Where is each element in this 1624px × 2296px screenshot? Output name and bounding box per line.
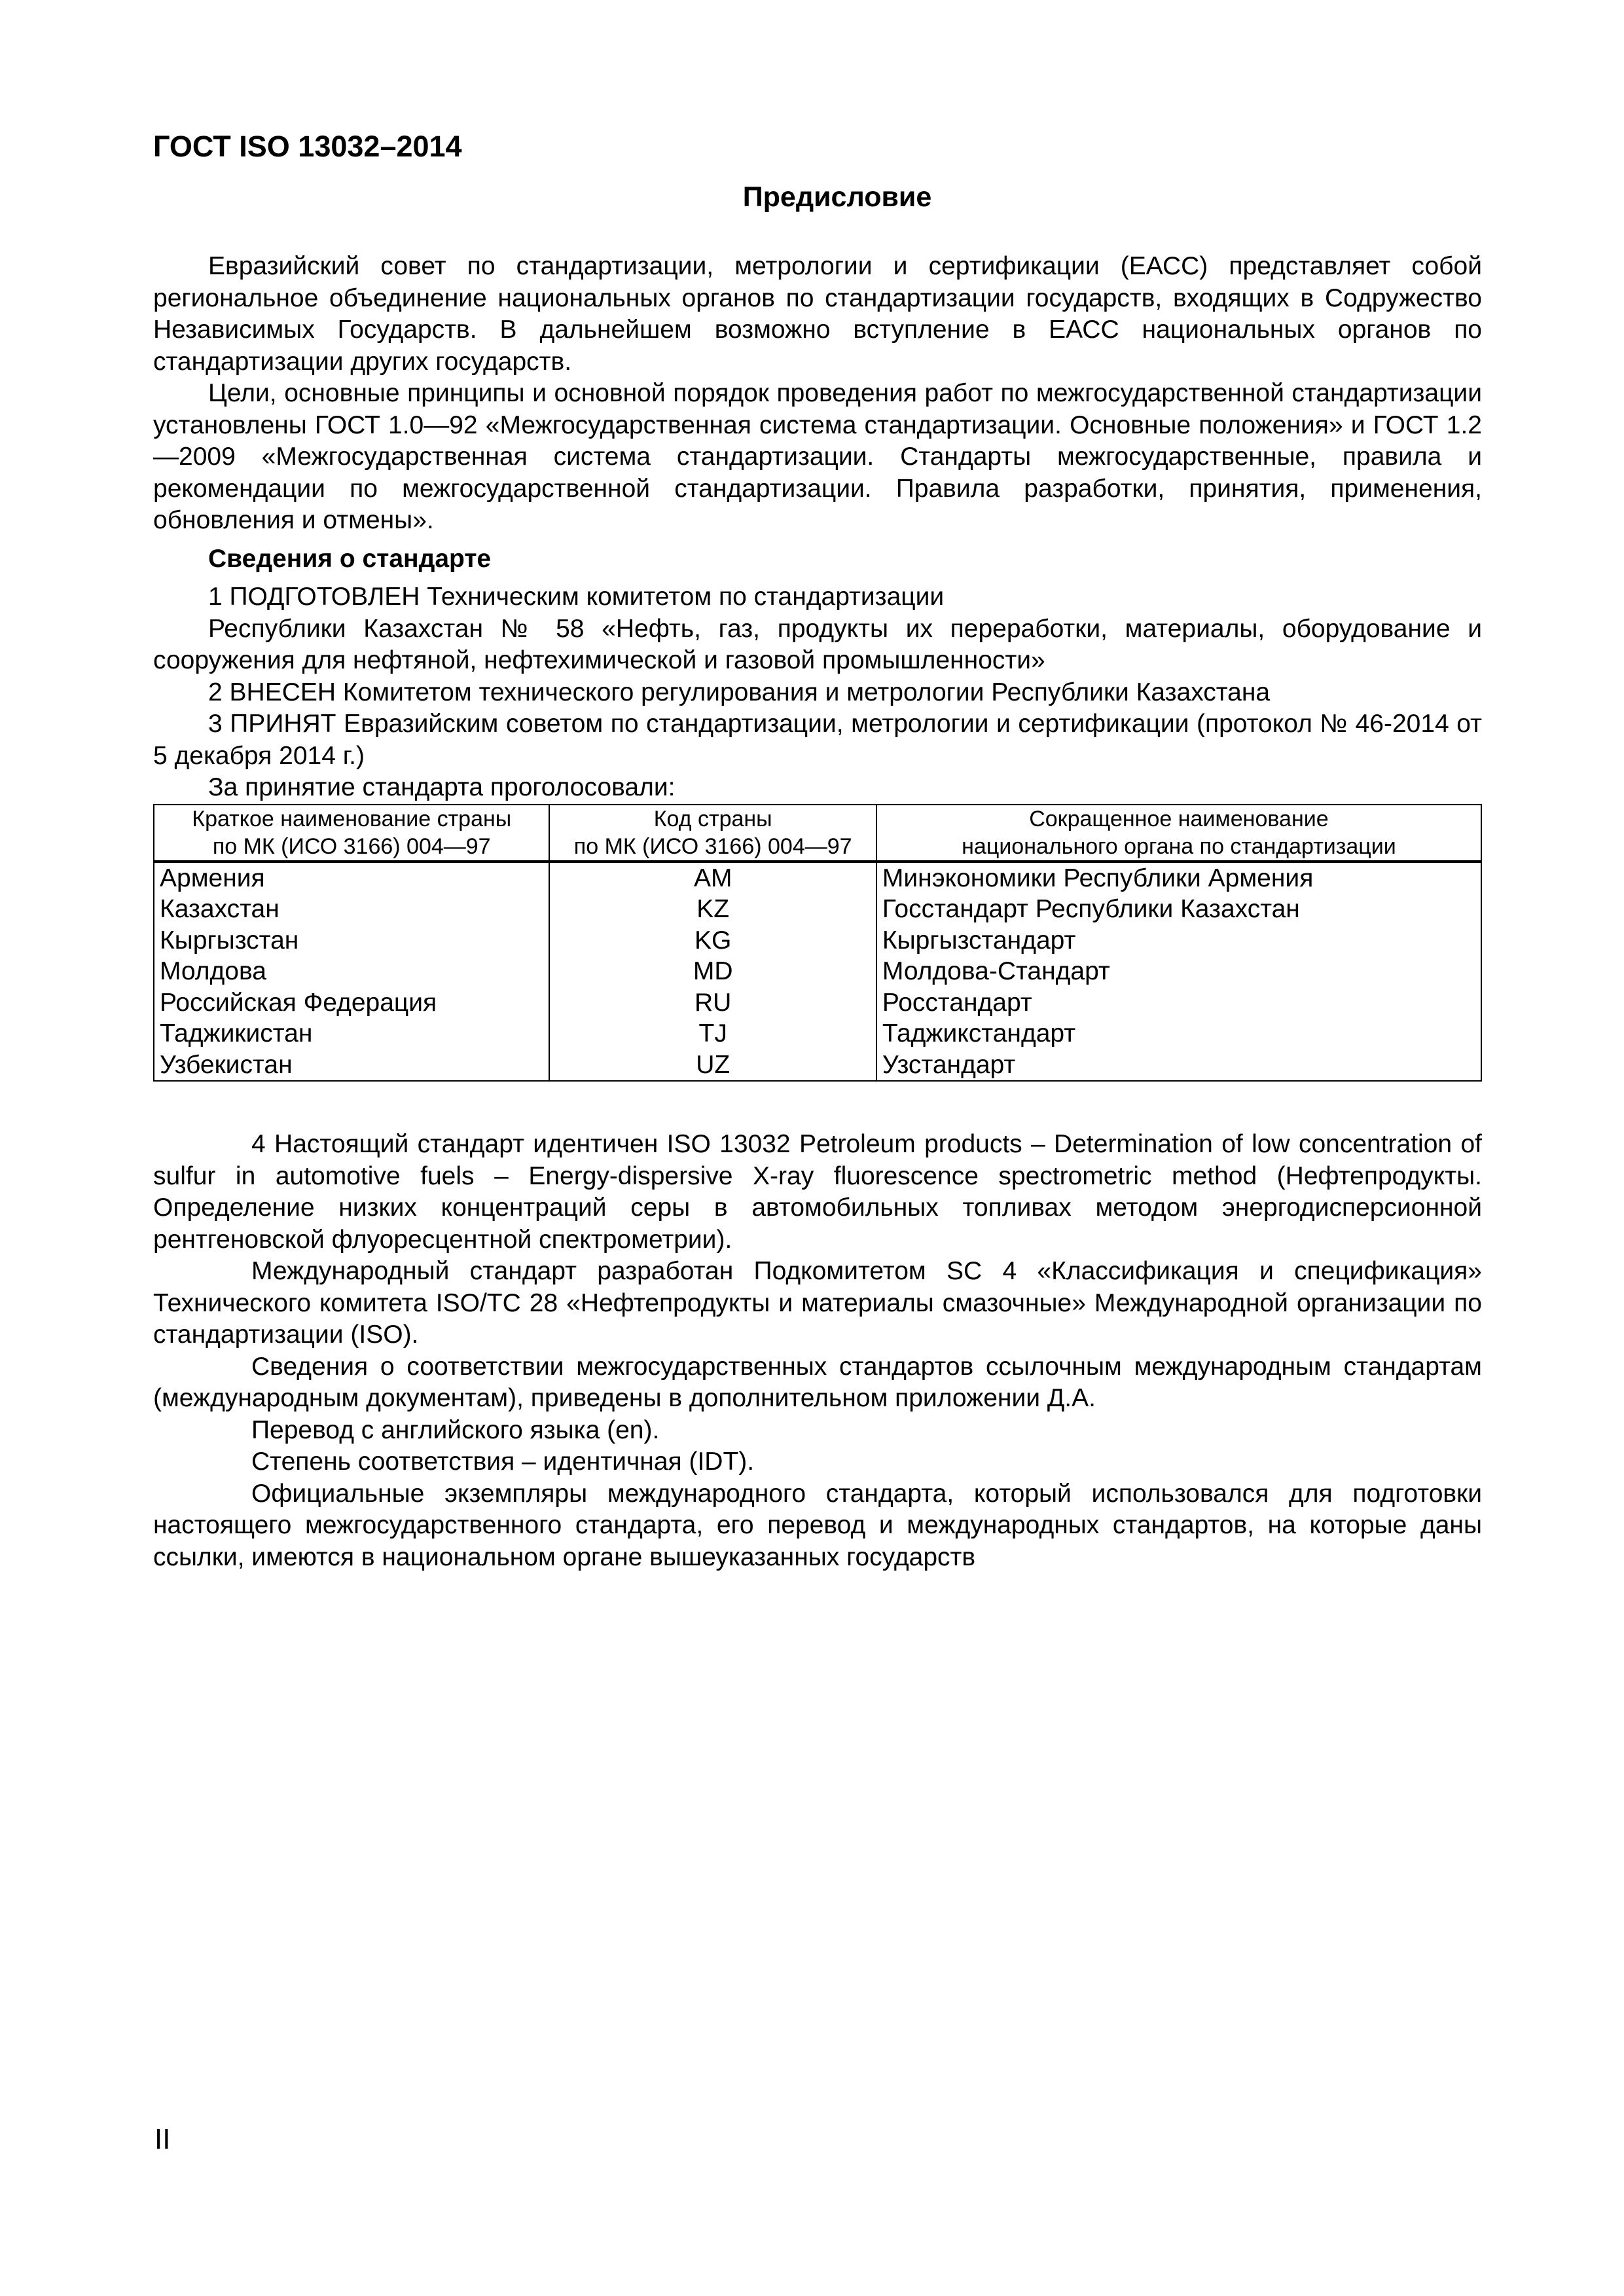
intro-paragraph: Евразийский совет по стандартизации, метрологии и сертификации (ЕАСС) представляет собой региональное объединение национальных органов по стандартизации государств, входящих в Содружество Независимых Государств. В дальнейшем возможно вступление в ЕАСС национальных органов по стандартизации других государств. [153, 252, 1482, 376]
code-cell: MD [549, 956, 876, 987]
page-number: II [154, 2123, 171, 2155]
body-cell: Минэкономики Республики Армения [876, 862, 1481, 894]
info-item-2: 2 ВНЕСЕН Комитетом технического регулирования и метрологии Республики Казахстана [208, 678, 1271, 706]
table-row [154, 1018, 1481, 1049]
table-row [154, 1049, 1481, 1082]
body-cell: Таджикстандарт [876, 1018, 1481, 1049]
standard-identity-paragraph: 4 Настоящий стандарт идентичен ISO 13032 Petroleum products – Determination of low concentration of sulfur in automotive fuels – Energy-dispersive X-ray fluorescence spectrometric method (Нефтепродукты. Определение низких концентраций серы в автомобильных топливах методом энергодисперсионной рентгеновской флуоресцентной спектрометрии). [153, 1130, 1482, 1254]
page-title: Предисловие [742, 181, 932, 213]
document-page [153, 131, 1482, 1573]
info-item-3: 3 ПРИНЯТ Евразийским советом по стандартизации, метрологии и сертификации (протокол № 46-2014 от 5 декабря 2014 г.) [153, 710, 1482, 770]
table-row [154, 987, 1481, 1019]
code-cell: UZ [549, 1049, 876, 1082]
translation-paragraph: Перевод с английского языка (en). [251, 1415, 660, 1444]
table-row [154, 862, 1481, 894]
country-cell: Кыргызстан [154, 925, 549, 957]
body-cell: Кыргызстандарт [876, 925, 1481, 957]
body-cell: Молдова-Стандарт [876, 956, 1481, 987]
conformity-paragraph: Степень соответствия – идентичная (IDT). [251, 1448, 755, 1476]
developer-paragraph: Международный стандарт разработан Подкомитетом SC 4 «Классификация и спецификация» Технического комитета ISO/TC 28 «Нефтепродукты и материалы смазочные» Международной организации по стандартизации (ISO). [153, 1257, 1482, 1349]
table-row [154, 894, 1481, 925]
section-heading: Сведения о стандарте [208, 544, 492, 573]
official-copies-paragraph: Официальные экземпляры международного стандарта, который использовался для подготовки настоящего межгосударственного стандарта, его перевод и международных стандартов, на которые даны ссылки, имеются в национальном органе вышеуказанных государств [153, 1479, 1482, 1571]
table-row [154, 956, 1481, 987]
voting-table [153, 804, 1482, 1082]
body-cell: Госстандарт Республики Казахстан [876, 894, 1481, 925]
country-cell: Узбекистан [154, 1049, 549, 1082]
code-cell: KG [549, 925, 876, 957]
table-row [154, 925, 1481, 957]
country-cell: Казахстан [154, 894, 549, 925]
body-cell: Росстандарт [876, 987, 1481, 1019]
code-cell: RU [549, 987, 876, 1019]
column-header-country: Краткое наименование страны по МК (ИСО 3166) 004—97 [154, 805, 549, 862]
info-item-1-line-1: 1 ПОДГОТОВЛЕН Техническим комитетом по стандартизации [208, 583, 945, 611]
column-header-code: Код страны по МК (ИСО 3166) 004—97 [549, 805, 876, 862]
table-header-row [154, 805, 1481, 862]
references-paragraph: Сведения о соответствии межгосударственных стандартов ссылочным международным стандартам (международным документам), приведены в дополнительном приложении Д.А. [153, 1352, 1482, 1412]
voted-label: За принятие стандарта проголосовали: [208, 773, 676, 801]
country-cell: Российская Федерация [154, 987, 549, 1019]
country-cell: Армения [154, 862, 549, 894]
country-cell: Молдова [154, 956, 549, 987]
country-cell: Таджикистан [154, 1018, 549, 1049]
document-code: ГОСТ ISO 13032–2014 [153, 130, 462, 163]
info-item-1-line-2: Республики Казахстан № 58 «Нефть, газ, продукты их переработки, материалы, оборудование и сооружения для нефтяной, нефтехимической и газовой промышленности» [153, 614, 1482, 674]
body-cell: Узстандарт [876, 1049, 1481, 1082]
code-cell: KZ [549, 894, 876, 925]
code-cell: TJ [549, 1018, 876, 1049]
intro-paragraph: Цели, основные принципы и основной порядок проведения работ по межгосударственной стандартизации установлены ГОСТ 1.0—92 «Межгосударственная система стандартизации. Основные положения» и ГОСТ 1.2—2009 «Межгосударственная система стандартизации. Стандарты межгосударственные, правила и рекомендации по межгосударственной стандартизации. Правила разработки, принятия, применения, обновления и отмены». [153, 379, 1482, 534]
code-cell: AM [549, 862, 876, 894]
column-header-body: Сокращенное наименование национального органа по стандартизации [876, 805, 1481, 862]
